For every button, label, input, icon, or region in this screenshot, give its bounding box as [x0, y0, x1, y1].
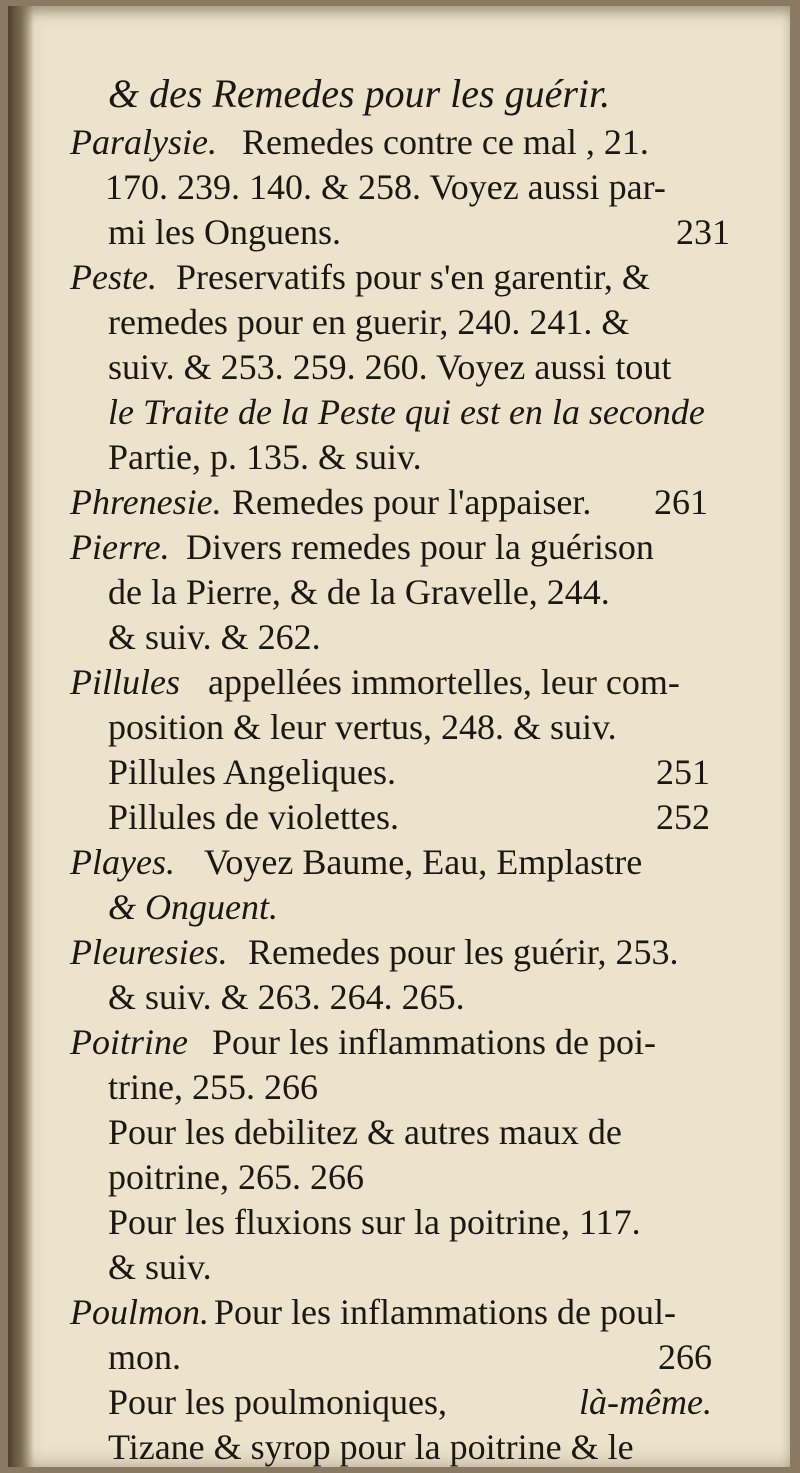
index-text: & suiv. — [108, 1247, 212, 1287]
index-text: 170. 239. 140. & 258. Voyez aussi par- — [105, 167, 666, 207]
index-text: de la Pierre, & de la Gravelle, 244. — [108, 572, 610, 612]
index-text: & suiv. & 262. — [108, 617, 321, 657]
index-entry: Playes. — [70, 842, 175, 882]
index-entry: Phrenesie. — [70, 482, 222, 522]
index-text: & Onguent. — [108, 887, 278, 927]
page-reference: 251 — [656, 752, 710, 792]
index-line — [8, 253, 790, 301]
index-line — [8, 1153, 790, 1201]
index-text: Remedes pour les guérir, 253. — [248, 932, 679, 972]
index-text: Pour les inflammations de poul- — [214, 1292, 676, 1332]
index-text: Pillules de violettes. — [108, 797, 399, 837]
index-text: & suiv. & 263. 264. 265. — [108, 977, 465, 1017]
index-line — [8, 523, 790, 571]
index-line — [8, 298, 790, 346]
index-line — [8, 163, 790, 211]
index-entry: Paralysie. — [70, 122, 217, 162]
page-reference: là-même. — [579, 1382, 712, 1422]
page-reference: 266 — [658, 1337, 712, 1377]
index-text: position & leur vertus, 248. & suiv. — [108, 707, 617, 747]
page-reference: 231 — [676, 212, 730, 252]
index-text: poitrine, 265. 266 — [108, 1157, 364, 1197]
index-line — [8, 568, 790, 616]
index-text: Pillules Angeliques. — [108, 752, 396, 792]
index-entry: Poitrine — [70, 1022, 188, 1062]
index-text: Pour les inflammations de poi- — [212, 1022, 656, 1062]
index-text: Preservatifs pour s'en garentir, & — [176, 257, 650, 297]
index-text: mon. — [108, 1337, 182, 1377]
index-line — [8, 883, 790, 931]
index-line — [8, 1423, 790, 1467]
index-entry: Pierre. — [70, 527, 170, 567]
book-page — [8, 6, 790, 1467]
index-line — [8, 1288, 790, 1336]
index-line — [8, 388, 790, 436]
index-text: Voyez Baume, Eau, Emplastre — [204, 842, 643, 882]
index-text: Pour les debilitez & autres maux de — [108, 1112, 622, 1152]
index-line — [8, 1243, 790, 1291]
index-text: remedes pour en guerir, 240. 241. & — [108, 302, 630, 342]
index-line — [8, 793, 790, 841]
index-line — [8, 343, 790, 391]
index-text: Tizane & syrop pour la poitrine & le — [108, 1427, 634, 1467]
index-text: trine, 255. 266 — [108, 1067, 318, 1107]
index-line — [8, 613, 790, 661]
index-line — [8, 478, 790, 526]
index-line — [8, 928, 790, 976]
index-line — [8, 748, 790, 796]
running-header — [8, 70, 790, 118]
index-entry: Pillules — [70, 662, 180, 702]
index-text: Remedes contre ce mal , 21. — [242, 122, 649, 162]
index-line — [8, 208, 790, 256]
index-line — [8, 1378, 790, 1426]
index-line — [8, 1108, 790, 1156]
running-header-text: & des Remedes pour les guérir. — [108, 71, 611, 116]
index-entry: Poulmon. — [70, 1292, 209, 1332]
page-reference: 261 — [654, 482, 708, 522]
index-text: Divers remedes pour la guérison — [186, 527, 654, 567]
index-line — [8, 1198, 790, 1246]
index-line — [8, 118, 790, 166]
index-entry: Pleuresies. — [70, 932, 228, 972]
index-text: le Traite de la Peste qui est en la seconde — [108, 392, 705, 432]
index-line — [8, 433, 790, 481]
index-text: Pour les fluxions sur la poitrine, 117. — [108, 1202, 641, 1242]
index-text: Partie, p. 135. & suiv. — [108, 437, 422, 477]
index-line — [8, 973, 790, 1021]
index-line — [8, 658, 790, 706]
index-line — [8, 703, 790, 751]
index-line — [8, 1018, 790, 1066]
index-text: Remedes pour l'appaiser. — [232, 482, 592, 522]
index-line — [8, 1063, 790, 1111]
index-line — [8, 1333, 790, 1381]
index-text: mi les Onguens. — [108, 212, 341, 252]
index-text: Pour les poulmoniques, — [108, 1382, 447, 1422]
index-line — [8, 838, 790, 886]
index-text: suiv. & 253. 259. 260. Voyez aussi tout — [108, 347, 672, 387]
index-text: appellées immortelles, leur com- — [208, 662, 680, 702]
page-reference: 252 — [656, 797, 710, 837]
index-entry: Peste. — [70, 257, 157, 297]
index-text — [8, 6, 790, 1467]
